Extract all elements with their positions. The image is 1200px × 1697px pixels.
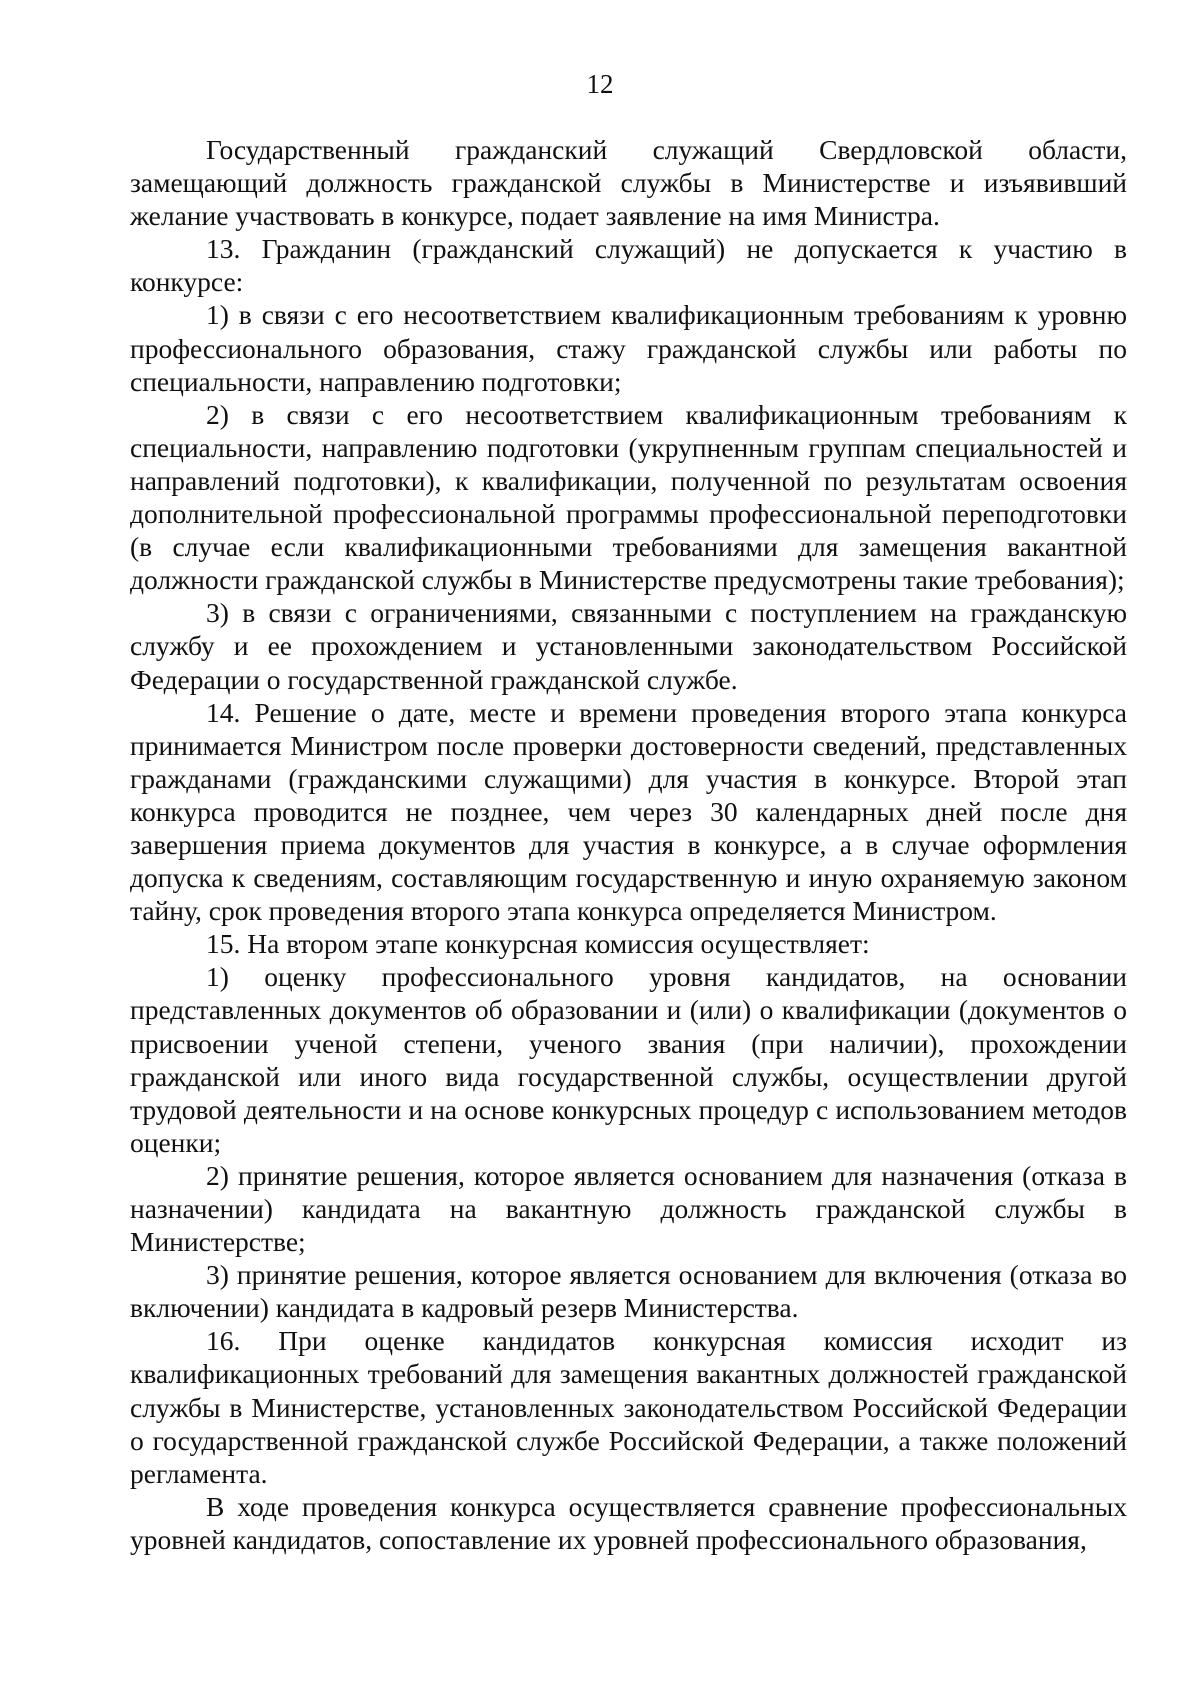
paragraph-13: 13. Гражданин (гражданский служащий) не допускается к участию в конкурсе:: [130, 233, 1127, 298]
paragraph-13-item-3: 3) в связи с ограничениями, связанными с поступлением на гражданскую службу и ее прохождением и установленными законодательством Российской Федерации о государственной гражданской службе.: [130, 597, 1127, 695]
paragraph-14: 14. Решение о дате, месте и времени проведения второго этапа конкурса принимается Министром после проверки достоверности сведений, представленных гражданами (гражданскими служащими) для участия в конкурсе. Второй этап конкурса проводится не позднее, чем через 30 календарных дней после дня завершения приема документов для участия в конкурсе, а в случае оформления допуска к сведениям, составляющим государственную и иную охраняемую законом тайну, срок проведения второго этапа конкурса определяется Министром.: [130, 696, 1127, 927]
paragraph-13-item-1: 1) в связи с его несоответствием квалификационным требованиям к уровню профессионального образования, стажу гражданской службы или работы по специальности, направлению подготовки;: [130, 299, 1127, 397]
paragraph-13-item-2: 2) в связи с его несоответствием квалификационным требованиям к специальности, направлению подготовки (укрупненным группам специальностей и направлений подготовки), к квалификации, полученной по результатам освоения дополнительной профессиональной программы профессиональной переподготовки (в случае если квалификационными требованиями для замещения вакантной должности гражданской службы в Министерстве предусмотрены такие требования);: [130, 398, 1127, 596]
paragraph-15-item-3: 3) принятие решения, которое является основанием для включения (отказа во включении) кандидата в кадровый резерв Министерства.: [130, 1259, 1127, 1324]
paragraph-15-item-1: 1) оценку профессионального уровня кандидатов, на основании представленных документов об образовании и (или) о квалификации (документов о присвоении ученой степени, ученого звания (при наличии), прохождении гражданской или иного вида государственной службы, осуществлении другой трудовой деятельности и на основе конкурсных процедур с использованием методов оценки;: [130, 961, 1127, 1158]
paragraph-comparison: В ходе проведения конкурса осуществляется сравнение профессиональных уровней кандидатов, сопоставление их уровней профессионального образования,: [130, 1490, 1127, 1555]
paragraph-16: 16. При оценке кандидатов конкурсная комиссия исходит из квалификационных требований для замещения вакантных должностей гражданской службы в Министерстве, установленных законодательством Российской Федерации о государственной гражданской службе Российской Федерации, а также положений регламента.: [130, 1325, 1127, 1489]
page-number: 12: [586, 69, 614, 99]
paragraph-applicant-statement: Государственный гражданский служащий Свердловской области, замещающий должность гражданской службы в Министерстве и изъявивший желание участвовать в конкурсе, подает заявление на имя Министра.: [130, 134, 1127, 232]
document-body: [130, 133, 1127, 1556]
paragraph-15: 15. На втором этапе конкурсная комиссия осуществляет:: [206, 928, 870, 960]
paragraph-15-item-2: 2) принятие решения, которое является основанием для назначения (отказа в назначении) кандидата на вакантную должность гражданской службы в Министерстве;: [130, 1159, 1127, 1258]
